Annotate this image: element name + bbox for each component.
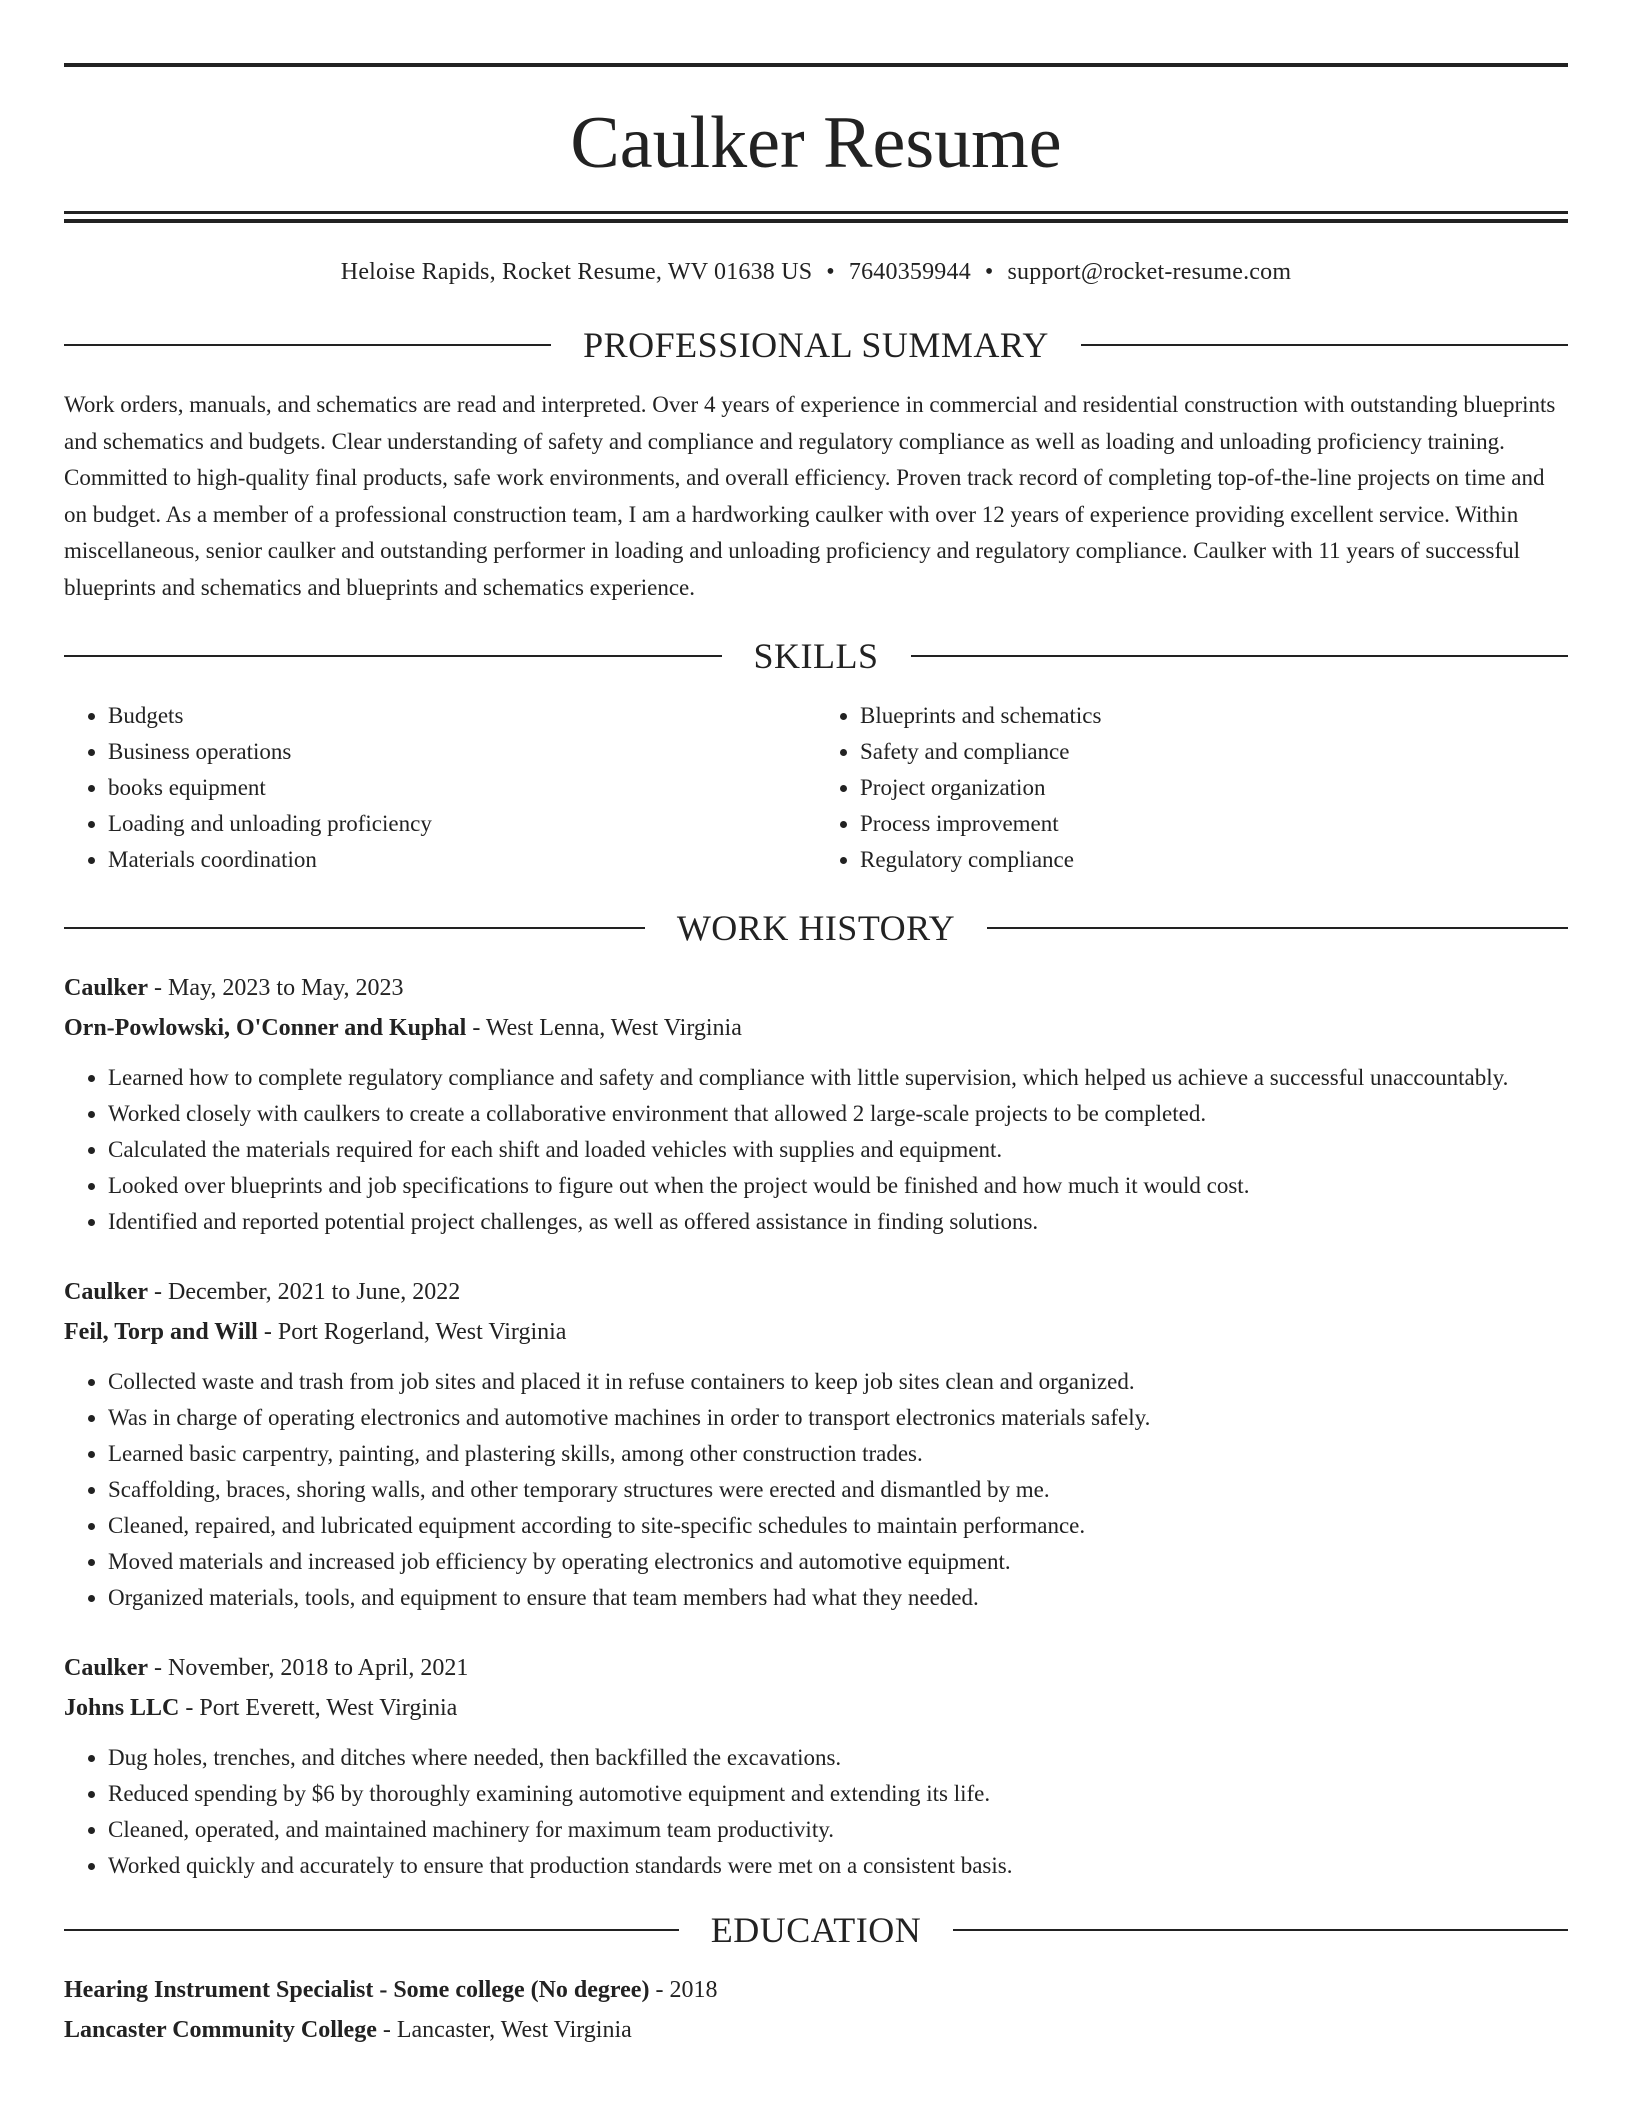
education-degree-line	[64, 1970, 1568, 2010]
contact-separator: •	[984, 259, 994, 285]
job-title-line	[64, 968, 1568, 1008]
education-degree: Hearing Instrument Specialist - Some college (No degree)	[64, 1977, 650, 2003]
education-entry	[64, 1970, 1568, 2050]
summary-section-title: PROFESSIONAL SUMMARY	[583, 325, 1049, 365]
job-company: Feil, Torp and Will	[64, 1319, 258, 1345]
contact-phone: 7640359944	[848, 259, 971, 285]
job-bullet: • Moved materials and increased job efficiency by operating electronics and automotive equipment.	[108, 1544, 1568, 1580]
job-location: - West Lenna, West Virginia	[466, 1015, 742, 1041]
education-school-line	[64, 2010, 1568, 2050]
job-bullet: • Cleaned, operated, and maintained machinery for maximum team productivity.	[108, 1812, 1568, 1848]
resume-title: Caulker Resume	[570, 102, 1062, 184]
skill-item: • Materials coordination	[108, 842, 816, 878]
job-company-line	[64, 1688, 1568, 1728]
job-title-line	[64, 1648, 1568, 1688]
job-bullet: • Learned how to complete regulatory compliance and safety and compliance with little supervision, which helped us achieve a successful unaccountably.	[108, 1060, 1568, 1096]
work-section-title: WORK HISTORY	[676, 908, 956, 948]
job-title-line	[64, 1272, 1568, 1312]
job-bullet: • Worked quickly and accurately to ensure that production standards were met on a consistent basis.	[108, 1848, 1568, 1884]
divider-line	[64, 344, 551, 346]
summary-paragraph: Work orders, manuals, and schematics are read and interpreted. Over 4 years of experience in commercial and residential construction with outstanding blueprints and schematics and budgets. Clear understanding of safety and compliance and regulatory compliance as well as loading and unloading proficiency training. Committed to high-quality final products, safe work environments, and overall efficiency. Proven track record of completing top-of-the-line projects on time and on budget. As a member of a professional construction team, I am a hardworking caulker with over 12 years of experience providing excellent service. Within miscellaneous, senior caulker and outstanding performer in loading and unloading proficiency and regulatory compliance. Caulker with 11 years of successful blueprints and schematics and blueprints and schematics experience.	[64, 392, 1556, 600]
job-bullet: • Calculated the materials required for each shift and loaded vehicles with supplies and equipment.	[108, 1132, 1568, 1168]
divider-line	[64, 1929, 679, 1931]
skill-item: • books equipment	[108, 770, 816, 806]
job-bullet: • Identified and reported potential project challenges, as well as offered assistance in finding solutions.	[108, 1204, 1568, 1240]
divider-line	[64, 927, 645, 929]
skill-item: • Blueprints and schematics	[860, 698, 1568, 734]
job-title: Caulker	[64, 1655, 148, 1681]
job-company-line	[64, 1008, 1568, 1048]
job-location: - Port Everett, West Virginia	[179, 1695, 458, 1721]
top-rule	[64, 63, 1568, 67]
skill-item: • Budgets	[108, 698, 816, 734]
job-dates: - November, 2018 to April, 2021	[148, 1655, 469, 1681]
job-entry	[64, 1272, 1568, 1616]
education-section-title: EDUCATION	[710, 1910, 922, 1950]
job-bullet: • Was in charge of operating electronics and automotive machines in order to transport electronics materials safely.	[108, 1400, 1568, 1436]
skill-item: • Process improvement	[860, 806, 1568, 842]
job-company-line	[64, 1312, 1568, 1352]
job-bullets	[64, 1740, 1568, 1884]
job-title: Caulker	[64, 975, 148, 1001]
divider-line	[911, 655, 1569, 657]
divider-line	[64, 655, 722, 657]
job-bullet: • Dug holes, trenches, and ditches where needed, then backfilled the excavations.	[108, 1740, 1568, 1776]
divider-line	[953, 1929, 1568, 1931]
job-bullet: • Collected waste and trash from job sites and placed it in refuse containers to keep job sites clean and organized.	[108, 1364, 1568, 1400]
job-company: Orn-Powlowski, O'Conner and Kuphal	[64, 1015, 467, 1041]
title-double-rule	[64, 211, 1568, 223]
contact-address: Heloise Rapids, Rocket Resume, WV 01638 US	[340, 259, 813, 285]
skill-item: • Regulatory compliance	[860, 842, 1568, 878]
job-bullet: • Looked over blueprints and job specifications to figure out when the project would be finished and how much it would cost.	[108, 1168, 1568, 1204]
job-entry	[64, 968, 1568, 1240]
job-bullets	[64, 1060, 1568, 1240]
education-school: Lancaster Community College	[64, 2017, 377, 2043]
skill-item: • Business operations	[108, 734, 816, 770]
job-location: - Port Rogerland, West Virginia	[257, 1319, 567, 1345]
skill-item: • Loading and unloading proficiency	[108, 806, 816, 842]
job-bullet: • Cleaned, repaired, and lubricated equipment according to site-specific schedules to maintain performance.	[108, 1508, 1568, 1544]
skill-item: • Project organization	[860, 770, 1568, 806]
education-location: - Lancaster, West Virginia	[376, 2017, 632, 2043]
summary-section-header	[64, 325, 1568, 365]
contact-line	[64, 256, 1568, 288]
contact-email: support@rocket-resume.com	[1007, 259, 1292, 285]
job-company: Johns LLC	[64, 1695, 180, 1721]
contact-separator: •	[826, 259, 835, 285]
skills-column-left	[64, 698, 816, 878]
skill-item: • Safety and compliance	[860, 734, 1568, 770]
resume-page	[64, 0, 1568, 2050]
education-section-header	[64, 1910, 1568, 1950]
job-bullet: • Organized materials, tools, and equipment to ensure that team members had what they needed.	[108, 1580, 1568, 1616]
education-year: - 2018	[649, 1977, 718, 2003]
job-entry	[64, 1648, 1568, 1884]
job-bullet: • Reduced spending by $6 by thoroughly examining automotive equipment and extending its life.	[108, 1776, 1568, 1812]
job-bullets	[64, 1364, 1568, 1616]
skills-section-title: SKILLS	[753, 636, 879, 676]
divider-line	[987, 927, 1568, 929]
job-dates: - December, 2021 to June, 2022	[148, 1279, 461, 1305]
job-bullet: • Scaffolding, braces, shoring walls, and other temporary structures were erected and dismantled by me.	[108, 1472, 1568, 1508]
job-bullet: • Learned basic carpentry, painting, and plastering skills, among other construction trades.	[108, 1436, 1568, 1472]
divider-line	[1081, 344, 1568, 346]
skills-section-header	[64, 636, 1568, 676]
job-dates: - May, 2023 to May, 2023	[148, 975, 404, 1001]
job-title: Caulker	[64, 1279, 148, 1305]
skills-list	[64, 698, 1568, 878]
job-bullet: • Worked closely with caulkers to create a collaborative environment that allowed 2 large-scale projects to be completed.	[108, 1096, 1568, 1132]
skills-column-right	[816, 698, 1568, 878]
work-section-header	[64, 908, 1568, 948]
